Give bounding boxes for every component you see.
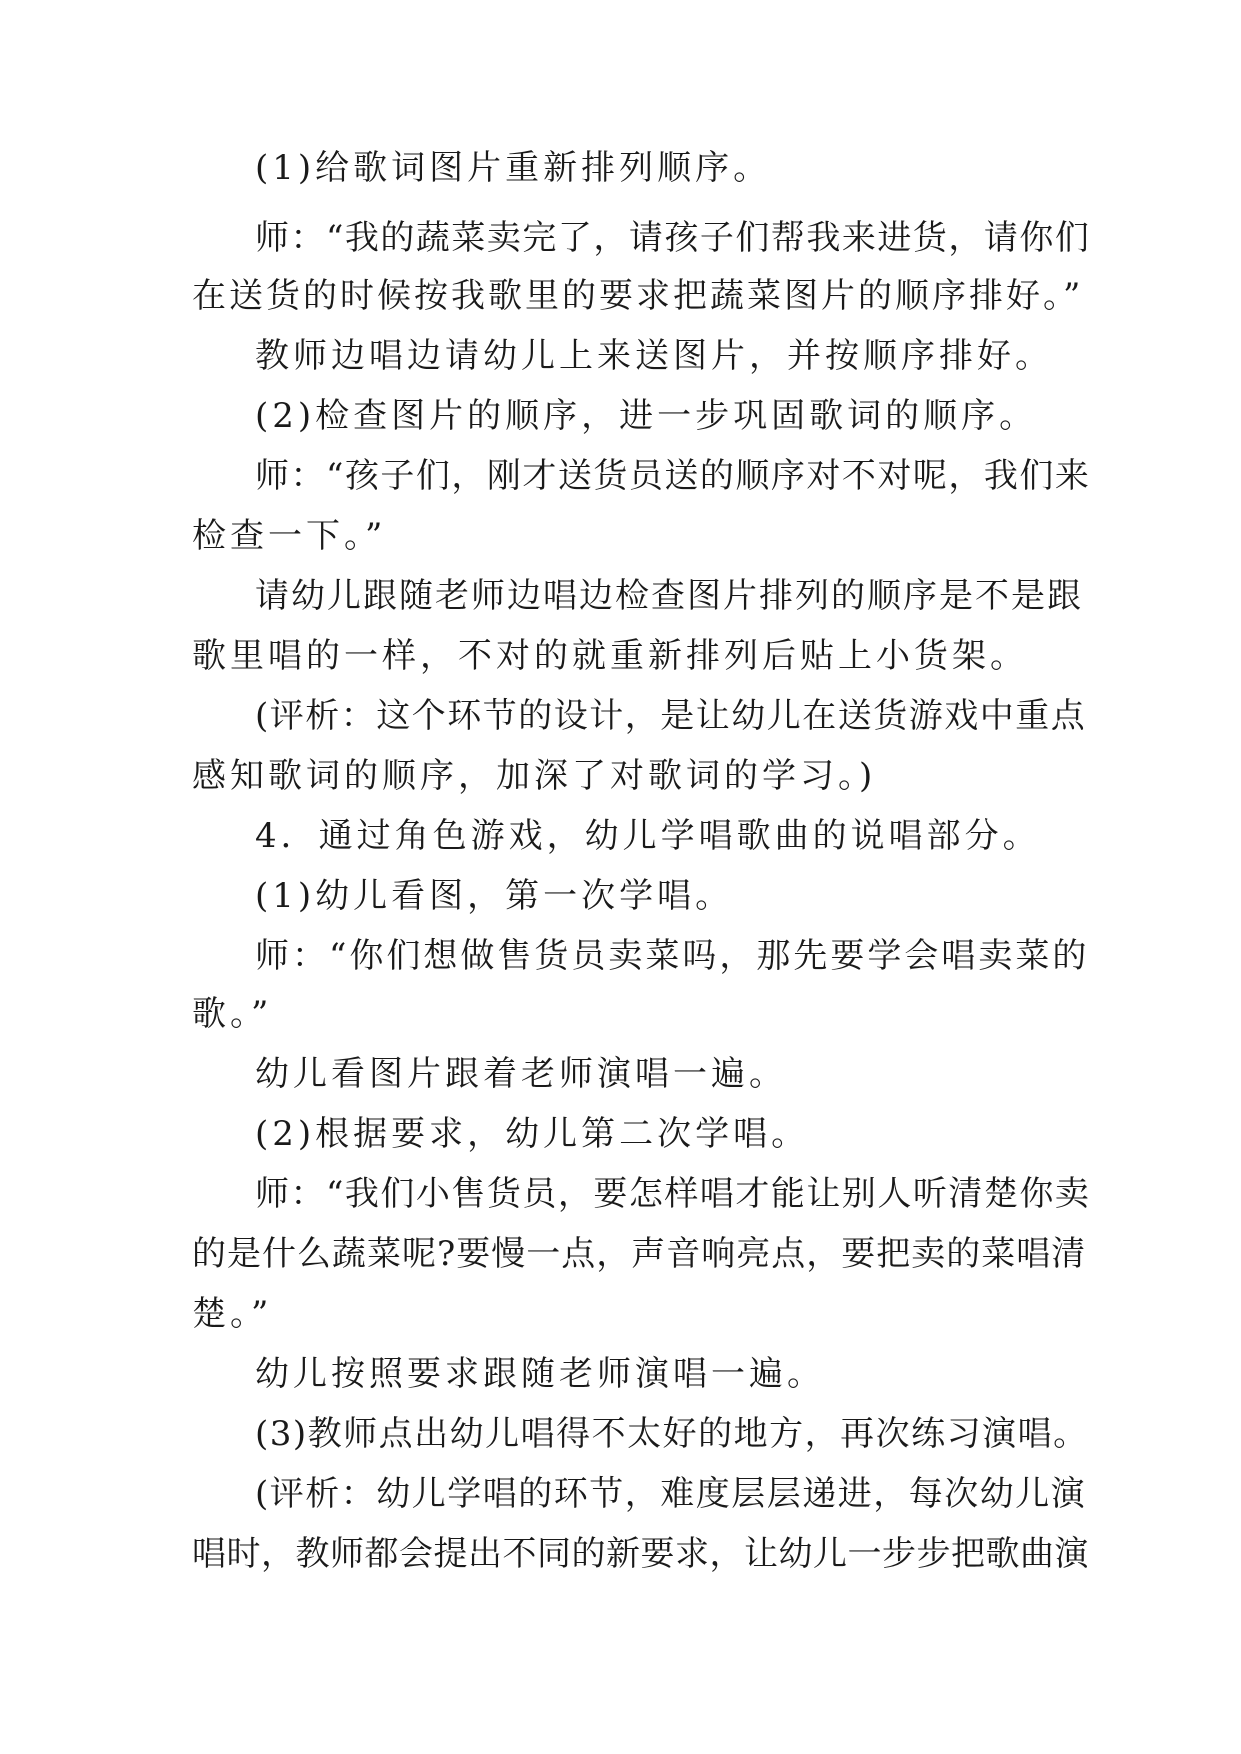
text-line: 幼儿看图片跟着老师演唱一遍。 [255,1054,787,1094]
text-line: 4．通过角色游戏，幼儿学唱歌曲的说唱部分。 [255,816,1041,856]
text-line: 师：“孩子们，刚才送货员送的顺序对不对呢，我们来 [255,456,1091,496]
text-line: 感知歌词的顺序，加深了对歌词的学习。) [192,756,877,796]
text-line: 歌里唱的一样，不对的就重新排列后贴上小货架。 [192,636,1028,676]
text-line: (2)根据要求，幼儿第二次学唱。 [255,1114,810,1154]
text-line: 师：“我的蔬菜卖完了，请孩子们帮我来进货，请你们 [255,218,1091,258]
text-line: 唱时，教师都会提出不同的新要求，让幼儿一步步把歌曲演 [192,1534,1089,1574]
text-line: 教师边唱边请幼儿上来送图片，并按顺序排好。 [255,336,1053,376]
text-line: (评析：这个环节的设计，是让幼儿在送货游戏中重点 [255,696,1087,736]
text-line: 师：“我们小售货员，要怎样唱才能让别人听清楚你卖 [255,1174,1091,1214]
text-line: 幼儿按照要求跟随老师演唱一遍。 [255,1354,825,1394]
text-line: (3)教师点出幼儿唱得不太好的地方，再次练习演唱。 [255,1414,1089,1454]
text-line: (1)给歌词图片重新排列顺序。 [255,148,772,188]
text-line: 楚。” [192,1294,273,1334]
text-line: (2)检查图片的顺序，进一步巩固歌词的顺序。 [255,396,1038,436]
text-line: 师：“你们想做售货员卖菜吗，那先要学会唱卖菜的 [255,936,1090,976]
text-line: 检查一下。” [192,516,387,556]
text-line: (评析：幼儿学唱的环节，难度层层递进，每次幼儿演 [255,1474,1087,1514]
text-line: 歌。” [192,994,273,1034]
text-line: 在送货的时候按我歌里的要求把蔬菜图片的顺序排好。” [192,276,1084,316]
text-line: (1)幼儿看图，第一次学唱。 [255,876,734,916]
text-line: 请幼儿跟随老师边唱边检查图片排列的顺序是不是跟 [255,576,1083,616]
text-line: 的是什么蔬菜呢?要慢一点，声音响亮点，要把卖的菜唱清 [192,1234,1087,1274]
